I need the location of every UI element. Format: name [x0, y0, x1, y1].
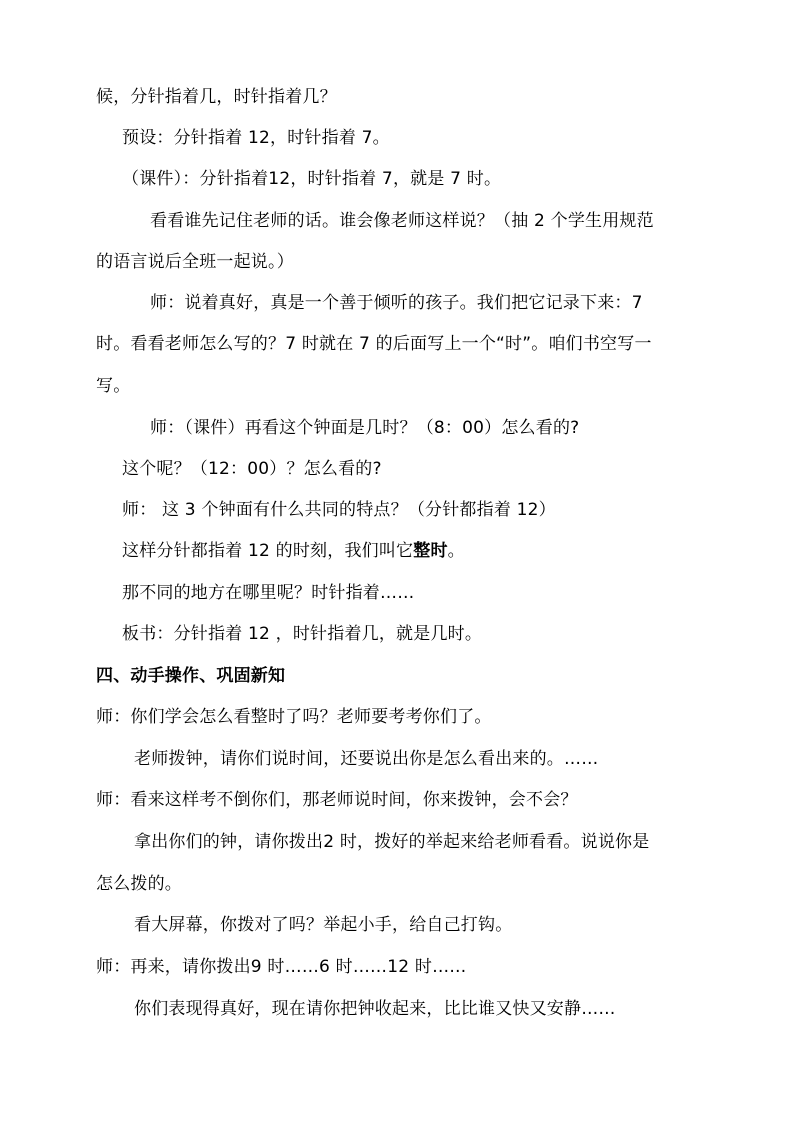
paragraph-text: 这样分针都指着 12 的时刻，我们叫它: [122, 541, 414, 561]
paragraph-line: 你们表现得真好，现在请你把钟收起来，比比谁又快又安静……: [134, 999, 616, 1019]
paragraph-line: 师：说着真好，真是一个善于倾听的孩子。我们把它记录下来：7: [150, 293, 643, 313]
section-heading: 四、动手操作、巩固新知: [96, 666, 286, 686]
paragraph-line: 师： 这 3 个钟面有什么共同的特点？（分针都指着 12）: [122, 500, 556, 520]
paragraph-line: （课件）：分针指着12，时针指着 7，就是 7 时。: [122, 169, 502, 189]
paragraph-line: 师：（课件）再看这个钟面是几时？（8：00）怎么看的?: [150, 418, 580, 438]
paragraph-line: 这个呢？（12：00）？怎么看的?: [122, 459, 382, 479]
paragraph-line: 师：再来，请你拨出9 时……6 时……12 时……: [96, 957, 467, 977]
paragraph-line: 看看谁先记住老师的话。谁会像老师这样说？（抽 2 个学生用规范: [150, 211, 654, 231]
key-term: 整时: [413, 541, 448, 561]
paragraph-line: 拿出你们的钟，请你拨出2 时，拨好的举起来给老师看看。说说你是: [134, 832, 650, 852]
paragraph-line: 候，分针指着几，时针指着几？: [96, 87, 337, 107]
paragraph-line: 怎么拨的。: [96, 874, 182, 894]
paragraph-line: 写。: [96, 376, 131, 396]
paragraph-line: 预设：分针指着 12，时针指着 7。: [122, 128, 390, 148]
paragraph-line: 看大屏幕，你拨对了吗？举起小手，给自己打钩。: [134, 915, 513, 935]
paragraph-line: 那不同的地方在哪里呢？时针指着……: [122, 583, 415, 603]
paragraph-line: 板书：分针指着 12 ，时针指着几，就是几时。: [122, 624, 483, 644]
paragraph-line: 的语言说后全班一起说。）: [96, 252, 294, 272]
paragraph-line: 师：看来这样考不倒你们，那老师说时间，你来拨钟，会不会？: [96, 790, 578, 810]
paragraph-text: 。: [447, 541, 465, 561]
paragraph-line: [122, 540, 465, 562]
paragraph-line: 时。看看老师怎么写的？7 时就在 7 的后面写上一个“时”。咱们书空写一: [96, 334, 652, 354]
paragraph-line: 师：你们学会怎么看整时了吗？老师要考考你们了。: [96, 707, 492, 727]
paragraph-line: 老师拨钟，请你们说时间，还要说出你是怎么看出来的。……: [134, 749, 599, 769]
